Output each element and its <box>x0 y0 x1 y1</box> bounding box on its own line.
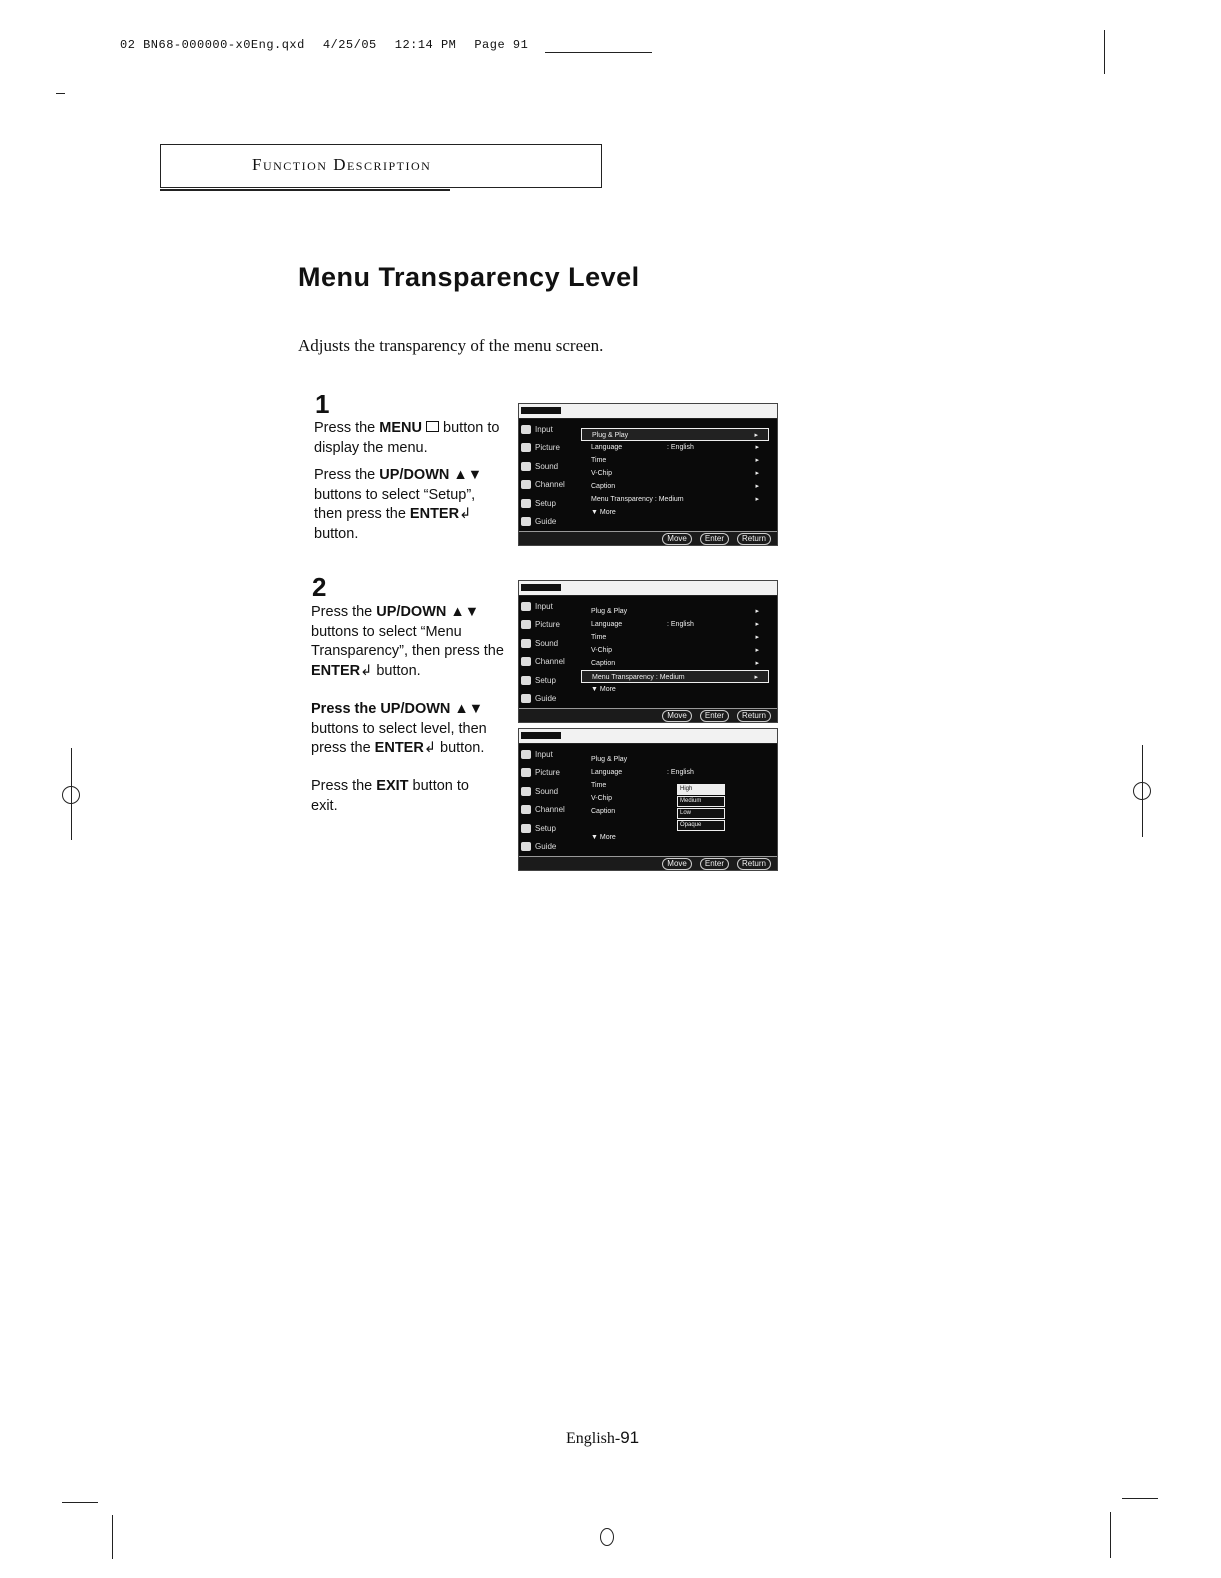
tv-sidebar-item: Setup <box>521 494 577 513</box>
tv-sidebar-item: Input <box>521 745 577 764</box>
tv-sidebar <box>521 597 577 708</box>
tv-menu-items <box>581 753 769 844</box>
tv-item-blank <box>581 818 769 831</box>
chevron-right-icon: ▸ <box>755 608 759 615</box>
tv-item-vchip: V-Chip ▸ <box>581 467 769 480</box>
chevron-right-icon: ▸ <box>755 621 759 628</box>
tv-menu-items <box>581 428 769 519</box>
slug-page: Page 91 <box>474 38 529 52</box>
page-title: Menu Transparency Level <box>298 262 640 292</box>
guide-icon <box>521 842 531 851</box>
enter-button-icon: ↲ <box>459 506 472 522</box>
step-1-text-2: Press the UP/DOWN ▲▼ buttons to select “Setup”, then press the ENTER↲ button. <box>314 467 483 542</box>
footer-page-number: 91 <box>620 1428 640 1447</box>
enter-button-icon: ↲ <box>360 662 373 679</box>
tv-item-language: Language : English <box>591 769 694 776</box>
step-2-text-2: Press the UP/DOWN ▲▼ buttons to select level, then press the ENTER↲ button. <box>311 701 487 756</box>
chevron-right-icon: ▸ <box>755 457 759 464</box>
tv-footer <box>519 531 777 545</box>
tv-item-plug-and-play: Plug & Play ▸ <box>581 428 769 441</box>
channel-icon <box>521 657 531 666</box>
page-footer <box>566 1428 639 1448</box>
tv-sidebar-item: Input <box>521 420 577 439</box>
registration-mark-bottom <box>600 1528 614 1546</box>
tv-footer-return: Return <box>737 533 771 545</box>
tv-footer <box>519 856 777 870</box>
tv-sidebar-item: Picture <box>521 439 577 458</box>
tv-item-more: ▼ More <box>591 509 616 516</box>
setup-icon <box>521 676 531 685</box>
step-1-text-1: Press the MENU button to display the menu. <box>314 420 500 456</box>
tv-item-plug-and-play: Plug & Play <box>591 756 628 763</box>
tv-logo <box>521 584 561 591</box>
tv-item-more: ▼ More <box>591 834 616 841</box>
tv-menu-items <box>581 605 769 696</box>
channel-icon <box>521 480 531 489</box>
tv-sidebar-item: Channel <box>521 801 577 820</box>
chevron-right-icon: ▸ <box>755 496 759 503</box>
tv-menu-screenshot-3 <box>518 728 778 871</box>
step-2-text-1: Press the UP/DOWN ▲▼ buttons to select “Menu Transparency”, then press the ENTER↲ button. <box>311 604 504 679</box>
guide-icon <box>521 694 531 703</box>
tv-footer <box>519 708 777 722</box>
footer-language: English- <box>566 1430 621 1447</box>
tv-sidebar-item: Setup <box>521 819 577 838</box>
step-2-text-3: Press the EXIT button to exit. <box>311 778 469 814</box>
level-option-high: High <box>677 784 725 795</box>
tv-sidebar-item: Picture <box>521 764 577 783</box>
crop-mark-right-vertical <box>1142 745 1143 837</box>
crop-mark-bottom-right-v <box>1110 1512 1111 1558</box>
chevron-right-icon: ▸ <box>755 647 759 654</box>
section-header-label: Function Description <box>252 155 432 174</box>
tv-item-time: Time <box>591 782 607 789</box>
chevron-right-icon: ▸ <box>755 660 759 667</box>
sound-icon <box>521 787 531 796</box>
chevron-right-icon: ▸ <box>755 444 759 451</box>
tv-logo <box>521 407 561 414</box>
tv-logo <box>521 732 561 739</box>
tv-item-language: Language : English ▸ <box>581 441 769 454</box>
tv-sidebar-item: Sound <box>521 457 577 476</box>
crop-mark-bottom-right-h <box>1122 1498 1158 1499</box>
setup-icon <box>521 499 531 508</box>
picture-icon <box>521 620 531 629</box>
chevron-right-icon: ▸ <box>754 674 758 681</box>
tv-sidebar-item: Guide <box>521 838 577 857</box>
tv-sidebar-item: Input <box>521 597 577 616</box>
tv-footer-move: Move <box>662 533 692 545</box>
level-option-medium: Medium <box>677 796 725 807</box>
tv-sidebar-item: Channel <box>521 653 577 672</box>
tv-item-time: Time ▸ <box>581 631 769 644</box>
input-icon <box>521 750 531 759</box>
picture-icon <box>521 768 531 777</box>
tv-sidebar-item: Picture <box>521 616 577 635</box>
tv-footer-return: Return <box>737 710 771 722</box>
slug-date: 4/25/05 <box>322 38 377 52</box>
crop-mark-bottom-left-h <box>62 1502 98 1503</box>
tv-sidebar <box>521 745 577 856</box>
chevron-right-icon: ▸ <box>755 470 759 477</box>
tv-item-vchip: V-Chip ▸ <box>581 644 769 657</box>
chevron-right-icon: ▸ <box>754 432 758 439</box>
tv-sidebar-item: Guide <box>521 690 577 709</box>
picture-icon <box>521 443 531 452</box>
tv-sidebar-item: Setup <box>521 671 577 690</box>
sound-icon <box>521 462 531 471</box>
slug-time: 12:14 PM <box>394 38 457 52</box>
tv-title-bar <box>519 581 777 596</box>
tv-title-bar <box>519 404 777 419</box>
tv-footer-enter: Enter <box>700 858 729 870</box>
setup-icon <box>521 824 531 833</box>
menu-button-icon <box>426 421 439 432</box>
slug-underline <box>545 52 652 53</box>
channel-icon <box>521 805 531 814</box>
level-option-opaque: Opaque <box>677 820 725 831</box>
tv-item-vchip: V-Chip <box>591 795 613 802</box>
level-option-low: Low <box>677 808 725 819</box>
chevron-right-icon: ▸ <box>755 634 759 641</box>
chevron-right-icon: ▸ <box>755 483 759 490</box>
input-icon <box>521 602 531 611</box>
sound-icon <box>521 639 531 648</box>
tv-item-caption: Caption ▸ <box>581 480 769 493</box>
crop-mark-top-right <box>1104 30 1105 74</box>
tv-footer-return: Return <box>737 858 771 870</box>
tv-item-language: Language : English ▸ <box>581 618 769 631</box>
tv-menu-screenshot-1 <box>518 403 778 546</box>
guide-icon <box>521 517 531 526</box>
print-slug <box>120 38 546 52</box>
tv-item-more: ▼ More <box>591 686 616 693</box>
tv-footer-enter: Enter <box>700 710 729 722</box>
tv-sidebar-item: Guide <box>521 513 577 532</box>
tv-footer-enter: Enter <box>700 533 729 545</box>
step-1-number: 1 <box>315 389 330 419</box>
tv-item-caption: Caption <box>591 808 616 815</box>
input-icon <box>521 425 531 434</box>
tv-menu-screenshot-2 <box>518 580 778 723</box>
slug-file: 02 BN68-000000-x0Eng.qxd <box>120 38 305 52</box>
tv-title-bar <box>519 729 777 744</box>
tv-footer-move: Move <box>662 710 692 722</box>
tv-item-time: Time ▸ <box>581 454 769 467</box>
enter-button-icon: ↲ <box>423 740 436 756</box>
tv-footer-move: Move <box>662 858 692 870</box>
tv-sidebar-item: Channel <box>521 476 577 495</box>
tv-item-menu-transparency: Menu Transparency : Medium ▸ <box>581 670 769 683</box>
section-header-underline <box>160 189 450 191</box>
step-2-number: 2 <box>312 572 327 602</box>
intro-text: Adjusts the transparency of the menu screen. <box>298 336 604 355</box>
tv-item-plug-and-play: Plug & Play ▸ <box>581 605 769 618</box>
crop-mark-bottom-left-v <box>112 1515 113 1559</box>
tv-sidebar-item: Sound <box>521 782 577 801</box>
tv-item-menu-transparency: Menu Transparency : Medium ▸ <box>581 493 769 506</box>
crop-mark-top-left <box>56 93 65 94</box>
transparency-level-popup <box>677 784 725 832</box>
tv-sidebar <box>521 420 577 531</box>
tv-item-caption: Caption ▸ <box>581 657 769 670</box>
tv-sidebar-item: Sound <box>521 634 577 653</box>
crop-mark-left-vertical <box>71 748 72 840</box>
